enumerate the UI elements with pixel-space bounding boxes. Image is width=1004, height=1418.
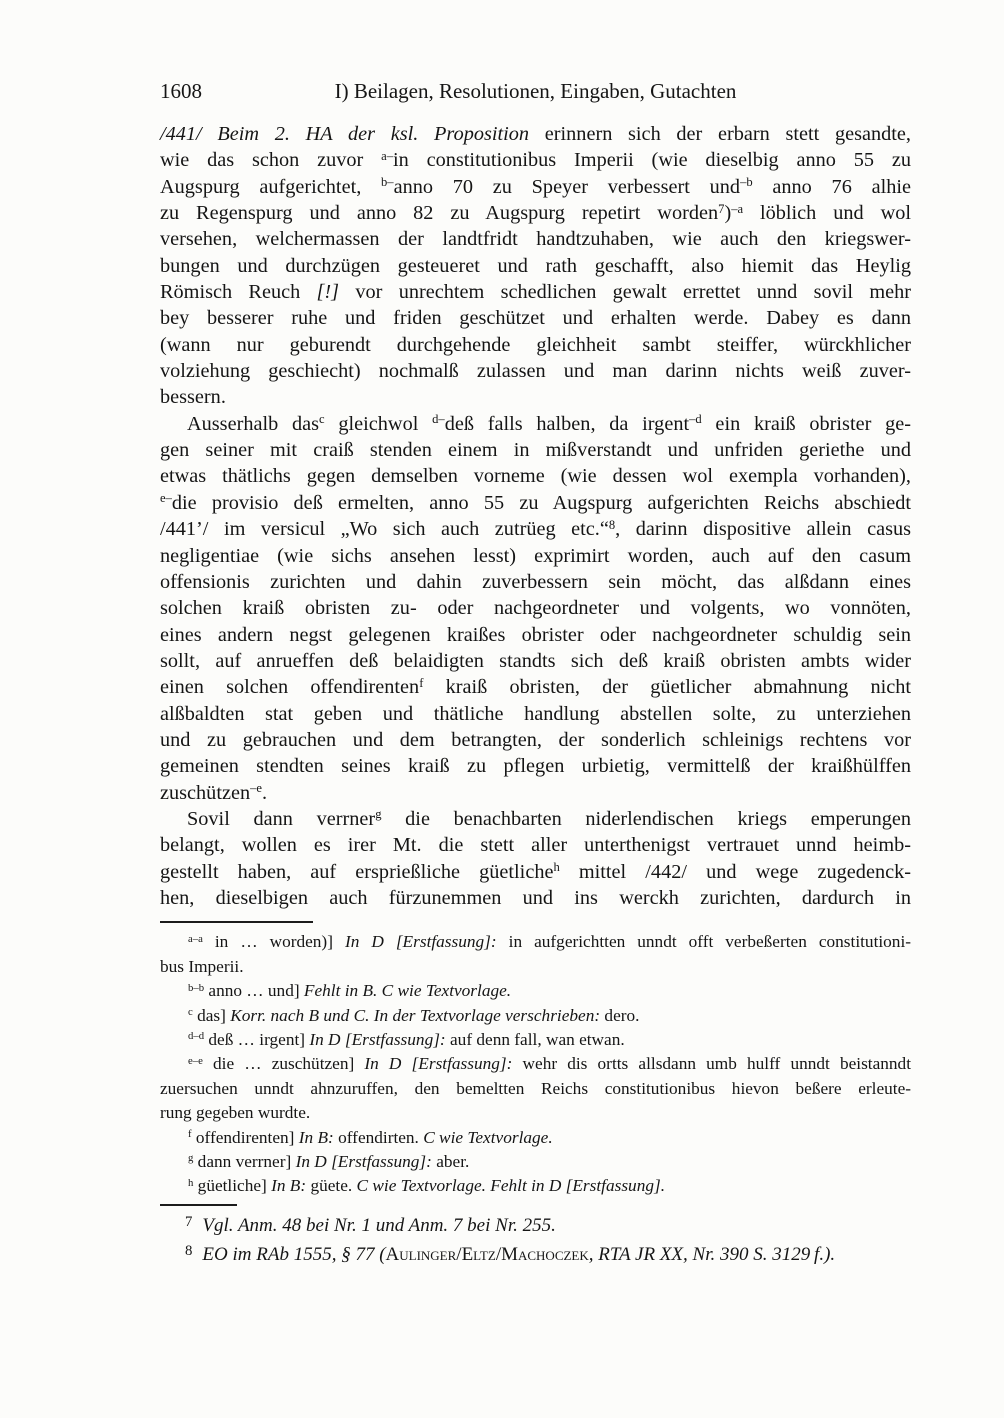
text-line	[160, 200, 911, 226]
superscript-ref: e–	[160, 491, 172, 506]
apparatus-entry	[160, 930, 911, 979]
text-line	[160, 1028, 911, 1052]
text-segment: volziehung geschiecht) nochmalß zulassen und man darinn nichts weiß zuver-	[160, 360, 911, 383]
text-line	[160, 1150, 911, 1174]
text-line	[160, 437, 911, 463]
text-segment: in constitutionibus Imperii (wie dieselbig anno 55 zu	[393, 149, 911, 172]
apparatus-entry	[160, 1174, 911, 1198]
superscript-ref: f	[188, 1128, 192, 1140]
text-line	[160, 1174, 911, 1198]
text-segment: belangt, wollen es irer Mt. die stett aller unterthenigst vertrauet unnd heimb-	[160, 834, 911, 857]
text-segment: , RTA JR XX, Nr. 390 S. 3129 f.).	[588, 1244, 836, 1266]
text-segment: wehr dis ortts allsdann umb hulff unndt beistanndt	[512, 1054, 911, 1074]
text-segment: das]	[192, 1005, 231, 1025]
page-header	[160, 79, 911, 103]
text-segment: in aufgerichtten unndt offt verbeßerten constitutioni-	[496, 932, 912, 952]
apparatus-entry	[160, 1004, 911, 1028]
text-segment: zu Regenspurg und anno 82 zu Augspurg repetirt worden	[160, 202, 719, 225]
text-line	[160, 226, 911, 252]
text-segment: dero.	[600, 1005, 640, 1025]
text-segment: offendirten.	[333, 1127, 424, 1147]
text-segment: In B:	[298, 1127, 334, 1147]
superscript-ref: e–e	[188, 1054, 203, 1067]
text-segment: güetliche]	[193, 1176, 272, 1196]
text-segment: Fehlt in B. C wie Textvorlage.	[303, 981, 512, 1001]
text-line	[160, 1126, 911, 1150]
text-segment: offendirenten]	[191, 1127, 299, 1147]
text-segment: In B:	[271, 1176, 307, 1196]
text-line	[160, 490, 911, 516]
text-segment: /441/ Beim 2. HA der ksl. Proposition	[160, 123, 530, 145]
text-line	[160, 121, 911, 147]
text-line	[160, 780, 911, 806]
text-segment: Römisch Reuch	[160, 281, 317, 304]
footnote	[160, 1212, 911, 1242]
text-segment: aber.	[431, 1151, 470, 1171]
apparatus-entry	[160, 1150, 911, 1174]
text-segment: die benachbarten niderlendischen kriegs emperungen	[381, 807, 911, 830]
text-line	[160, 253, 911, 279]
text-segment: Korr. nach B und C. In der Textvorlage verschrieben:	[230, 1005, 601, 1025]
text-segment: C wie Textvorlage. Fehlt in D [Erstfassung].	[356, 1176, 666, 1196]
text-segment: Sovil dann verrner	[187, 807, 376, 830]
text-segment: In D [Erstfassung]:	[364, 1054, 513, 1074]
text-segment: Vgl. Anm. 48 bei Nr. 1 und Anm. 7 bei Nr. 255.	[202, 1214, 556, 1236]
text-line	[160, 674, 911, 700]
text-segment: vor unrechtem schedlichen gewalt errettet unnd sovil mehr	[339, 281, 911, 304]
text-segment: in … worden)]	[202, 932, 345, 952]
numbered-footnotes	[160, 1212, 911, 1271]
text-segment: dann verrner]	[193, 1151, 296, 1171]
text-segment: gestellt haben, auf ersprießliche güetliche	[160, 860, 554, 883]
text-segment: güete.	[306, 1176, 357, 1196]
text-line	[160, 516, 911, 542]
critical-apparatus	[160, 930, 911, 1198]
text-line	[160, 147, 911, 173]
superscript-ref: 8	[608, 517, 616, 532]
text-line	[160, 358, 911, 384]
text-segment: anno … und]	[204, 981, 304, 1001]
footnote-number: 8	[185, 1243, 193, 1260]
apparatus-entry	[160, 1126, 911, 1150]
apparatus-entry	[160, 1052, 911, 1125]
text-segment: alßbaldten stat geben und thätliche handlung abstellen solte, zu unterziehen	[160, 702, 911, 725]
text-line	[160, 595, 911, 621]
text-line	[160, 1077, 911, 1101]
text-segment: Aulinger/Eltz/Machoczek	[385, 1244, 589, 1266]
text-segment: versehen, welchermassen der landtfridt handtzuhaben, wie auch den kriegswer-	[160, 228, 911, 251]
superscript-ref: h	[553, 860, 560, 875]
text-segment: gemeinen stendten seines kraiß zu pflegen urbietig, vermittelß der kraißhülffen	[160, 755, 911, 778]
text-segment: [!]	[316, 281, 340, 304]
text-segment: .	[261, 781, 268, 804]
text-segment: C wie Textvorlage.	[423, 1127, 553, 1147]
text-line	[160, 701, 911, 727]
superscript-ref: b–	[381, 175, 394, 190]
footnote-number: 7	[185, 1213, 193, 1230]
text-segment: die … zuschützen]	[202, 1054, 365, 1074]
apparatus-entry	[160, 1028, 911, 1052]
text-segment: , darinn dispositive allein casus	[615, 518, 911, 541]
footnote	[160, 1241, 911, 1271]
footnote-text	[202, 1215, 555, 1236]
footnote-separator-rule	[160, 1204, 237, 1206]
text-segment: einen solchen offendirenten	[160, 676, 420, 699]
text-segment: deß falls halben, da irgent	[444, 412, 690, 435]
superscript-ref: g	[375, 807, 382, 822]
text-segment: wie das schon zuvor	[160, 149, 382, 172]
text-line	[160, 1004, 911, 1028]
text-line	[160, 979, 911, 1003]
text-line	[160, 411, 911, 437]
superscript-ref: –b	[740, 175, 753, 190]
superscript-ref: a–	[381, 148, 394, 163]
text-line	[160, 806, 911, 832]
superscript-ref: d–d	[188, 1030, 205, 1043]
text-line	[160, 885, 911, 911]
text-line	[160, 332, 911, 358]
text-segment: erinnern sich der erbarn stett gesandte,	[529, 123, 911, 145]
apparatus-entry	[160, 979, 911, 1003]
body-paragraph	[160, 121, 911, 411]
text-segment: bus Imperii.	[160, 956, 244, 976]
text-segment: die provisio deß ermelten, anno 55 zu Augspurg aufgerichten Reichs abschiedt	[171, 491, 911, 514]
text-segment: hen, dieselbigen auch fürzunemmen und ins werckh zurichten, dardurch in	[160, 886, 911, 909]
text-segment: solchen kraiß obristen zu- oder nachgeordneter und volgents, wo vonnöten,	[160, 597, 911, 620]
text-segment: sollt, auf anrueffen deß belaidigten standts sich deß kraiß obristen ambts wider	[160, 649, 911, 672]
superscript-ref: –a	[731, 201, 744, 216]
text-segment: In D [Erstfassung]:	[344, 932, 497, 952]
text-segment: kraiß obristen, der güetlicher abmahnung nicht	[423, 676, 911, 699]
text-line	[160, 569, 911, 595]
text-segment: anno 70 zu Speyer verbessert und	[393, 175, 741, 198]
superscript-ref: f	[419, 675, 424, 690]
apparatus-separator-rule	[160, 921, 313, 923]
body-paragraph	[160, 411, 911, 806]
superscript-ref: c	[188, 1005, 193, 1018]
text-segment: etwas thätlichs gegen demselben vorneme (wie dessen wol exempla vorhanden),	[160, 465, 911, 488]
text-segment: Augspurg aufgerichtet,	[160, 175, 382, 198]
text-segment: mittel /442/ und wege zugedenck-	[559, 860, 911, 883]
superscript-ref: a–a	[188, 932, 203, 945]
page-number: 1608	[160, 79, 202, 103]
superscript-ref: b–b	[188, 981, 205, 994]
text-line	[160, 279, 911, 305]
text-segment: bey besserer ruhe und friden geschützet und erhalten werde. Dabey es dann	[160, 307, 911, 330]
text-segment: ein kraiß obrister ge-	[701, 412, 911, 435]
superscript-ref: –d	[689, 412, 702, 427]
text-line	[160, 305, 911, 331]
text-line	[160, 622, 911, 648]
text-segment: negligentiae (wie sichs ansehen lesst) exprimirt worden, auch auf den casum	[160, 544, 911, 567]
text-line	[160, 727, 911, 753]
text-column	[160, 79, 911, 1271]
running-head: I) Beilagen, Resolutionen, Eingaben, Gutachten	[334, 79, 737, 103]
text-line	[160, 859, 911, 885]
text-line	[160, 930, 911, 954]
text-segment: (wann nur geburendt durchgehende gleichheit sambt steiffer, würckhlicher	[160, 333, 911, 356]
superscript-ref: d–	[432, 412, 445, 427]
text-line	[160, 384, 911, 410]
text-line	[160, 1101, 911, 1125]
text-segment: In D [Erstfassung]:	[295, 1151, 432, 1171]
body-paragraph	[160, 806, 911, 911]
text-segment: löblich und wol	[743, 202, 911, 225]
text-line	[160, 832, 911, 858]
text-line	[160, 648, 911, 674]
superscript-ref: h	[188, 1176, 194, 1189]
text-segment: Ausserhalb das	[187, 412, 320, 435]
text-segment: In D [Erstfassung]:	[309, 1029, 446, 1049]
footnote-text	[202, 1244, 835, 1265]
text-segment: bessern.	[160, 386, 226, 409]
text-line	[160, 543, 911, 569]
text-line	[160, 955, 911, 979]
text-segment: )	[724, 202, 732, 225]
text-segment: zuschützen	[160, 781, 251, 804]
text-segment: /441’/ im versicul „Wo sich auch zutrüeg etc.“	[160, 518, 609, 541]
text-segment: offensionis zurichten und dahin zuverbessern sein möcht, das alßdann eines	[160, 570, 911, 593]
text-line	[160, 174, 911, 200]
text-segment: gen seiner mit craiß stenden einem in mißverstandt und unfriden geriethe und	[160, 439, 911, 462]
text-segment: eines andern negst gelegenen kraißes obrister oder nachgeordneter schuldig sein	[160, 623, 911, 646]
superscript-ref: g	[188, 1152, 194, 1165]
text-segment: und zu gebrauchen und dem betrangten, der sonderlich schleinigs rechtens vor	[160, 728, 911, 751]
text-line	[160, 1052, 911, 1076]
text-segment: bungen und durchzügen gesteueret und rath geschafft, also hiemit das Heylig	[160, 254, 911, 277]
text-segment: anno 76 alhie	[752, 175, 911, 198]
text-segment: auf denn fall, wan etwan.	[445, 1029, 625, 1049]
text-segment: gleichwol	[324, 412, 433, 435]
text-line	[160, 753, 911, 779]
main-text	[160, 121, 911, 911]
text-segment: zuersuchen unndt ahnzuruffen, den bemeltten Reichs constitutionibus hievon beßere erleute-	[160, 1078, 911, 1098]
superscript-ref: –e	[250, 781, 262, 796]
superscript-ref: c	[319, 412, 325, 427]
text-segment: rung gegeben wurdte.	[160, 1103, 311, 1123]
text-segment: EO im RAb 1555, § 77 (	[202, 1244, 386, 1266]
text-line	[160, 463, 911, 489]
superscript-ref: 7	[718, 201, 725, 216]
text-segment: deß … irgent]	[204, 1029, 310, 1049]
